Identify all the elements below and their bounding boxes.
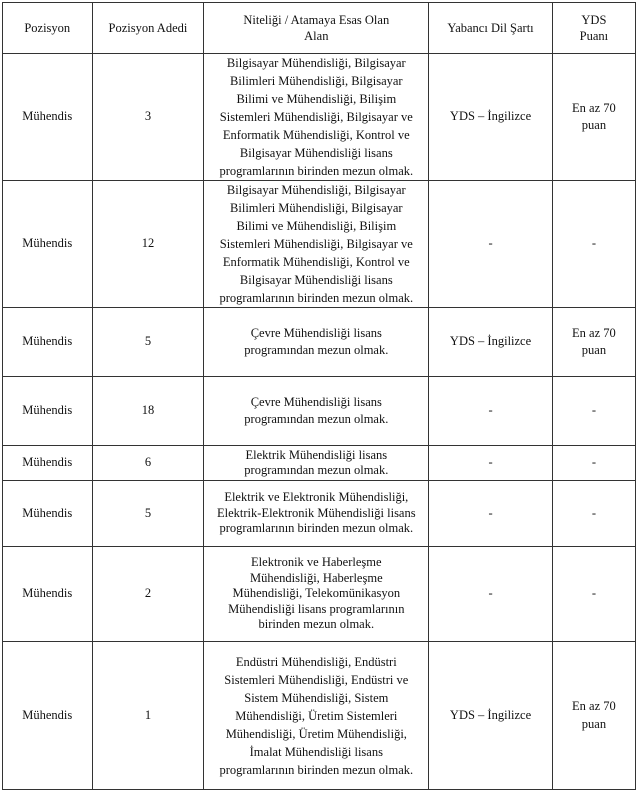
table-row xyxy=(3,642,636,790)
cell-position: Mühendis xyxy=(3,54,93,181)
cell-language: YDS – İngilizce xyxy=(429,54,553,181)
table-row xyxy=(3,54,636,181)
cell-position: Mühendis xyxy=(3,481,93,547)
cell-count: 18 xyxy=(92,377,204,446)
cell-qualification: Elektrik Mühendisliği lisans programından mezun olmak. xyxy=(204,446,429,481)
cell-position: Mühendis xyxy=(3,308,93,377)
cell-qualification: Çevre Mühendisliği lisans programından mezun olmak. xyxy=(204,308,429,377)
cell-qualification: Bilgisayar Mühendisliği, Bilgisayar Bilimleri Mühendisliği, Bilgisayar Bilimi ve Mühendisliği, Bilişim Sistemleri Mühendisliği, Bilgisayar ve Enformatik Mühendisliği, Kontrol ve Bilgisayar Mühendisliği lisans programlarının birinden mezun olmak. xyxy=(204,181,429,308)
cell-count: 6 xyxy=(92,446,204,481)
cell-language: YDS – İngilizce xyxy=(429,642,553,790)
header-position: Pozisyon xyxy=(3,3,93,54)
cell-qualification: Elektronik ve Haberleşme Mühendisliği, Haberleşme Mühendisliği, Telekomünikasyon Mühendisliği lisans programlarının birinden mezun olmak. xyxy=(204,547,429,642)
cell-position: Mühendis xyxy=(3,547,93,642)
cell-language: YDS – İngilizce xyxy=(429,308,553,377)
cell-yds: - xyxy=(552,181,635,308)
cell-qualification: Endüstri Mühendisliği, Endüstri Sistemleri Mühendisliği, Endüstri ve Sistem Mühendisliği, Sistem Mühendisliği, Üretim Sistemleri Mühendisliği, Üretim Mühendisliği, İmalat Mühendisliği lisans programlarının birinden mezun olmak. xyxy=(204,642,429,790)
header-language: Yabancı Dil Şartı xyxy=(429,3,553,54)
table-row xyxy=(3,181,636,308)
cell-language: - xyxy=(429,481,553,547)
cell-language: - xyxy=(429,377,553,446)
cell-yds: - xyxy=(552,446,635,481)
cell-count: 5 xyxy=(92,481,204,547)
cell-language: - xyxy=(429,547,553,642)
cell-qualification: Elektrik ve Elektronik Mühendisliği, Elektrik-Elektronik Mühendisliği lisans programlarının birinden mezun olmak. xyxy=(204,481,429,547)
cell-count: 12 xyxy=(92,181,204,308)
header-qualification: Niteliği / Atamaya Esas Olan Alan xyxy=(204,3,429,54)
cell-position: Mühendis xyxy=(3,446,93,481)
positions-table xyxy=(2,2,636,790)
cell-yds: - xyxy=(552,547,635,642)
cell-count: 3 xyxy=(92,54,204,181)
header-row xyxy=(3,3,636,54)
header-count: Pozisyon Adedi xyxy=(92,3,204,54)
table-row xyxy=(3,308,636,377)
cell-yds: - xyxy=(552,377,635,446)
cell-yds: En az 70 puan xyxy=(552,54,635,181)
header-yds: YDS Puanı xyxy=(552,3,635,54)
table-row xyxy=(3,446,636,481)
cell-qualification: Çevre Mühendisliği lisans programından mezun olmak. xyxy=(204,377,429,446)
cell-yds: - xyxy=(552,481,635,547)
table-row xyxy=(3,481,636,547)
cell-yds: En az 70 puan xyxy=(552,642,635,790)
cell-position: Mühendis xyxy=(3,181,93,308)
cell-position: Mühendis xyxy=(3,377,93,446)
cell-count: 1 xyxy=(92,642,204,790)
cell-language: - xyxy=(429,181,553,308)
cell-qualification: Bilgisayar Mühendisliği, Bilgisayar Bilimleri Mühendisliği, Bilgisayar Bilimi ve Mühendisliği, Bilişim Sistemleri Mühendisliği, Bilgisayar ve Enformatik Mühendisliği, Kontrol ve Bilgisayar Mühendisliği lisans programlarının birinden mezun olmak. xyxy=(204,54,429,181)
table-row xyxy=(3,547,636,642)
cell-language: - xyxy=(429,446,553,481)
cell-count: 2 xyxy=(92,547,204,642)
cell-position: Mühendis xyxy=(3,642,93,790)
cell-yds: En az 70 puan xyxy=(552,308,635,377)
cell-count: 5 xyxy=(92,308,204,377)
table-row xyxy=(3,377,636,446)
